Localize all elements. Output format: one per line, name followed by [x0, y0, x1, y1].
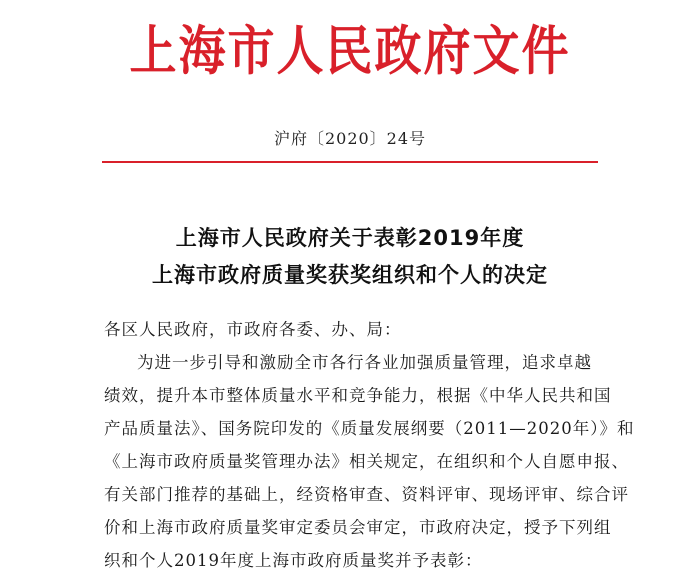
document-title-line-2: 上海市政府质量奖获奖组织和个人的决定 [152, 263, 548, 287]
body-line: 为进一步引导和激励全市各行各业加强质量管理，追求卓越 [137, 353, 592, 372]
body-line: 有关部门推荐的基础上，经资格审查、资料评审、现场评审、综合评 [104, 485, 629, 504]
body-line: 《上海市政府质量奖管理办法》相关规定，在组织和个人自愿申报、 [104, 452, 629, 471]
body-line: 价和上海市政府质量奖审定委员会审定，市政府决定，授予下列组 [104, 518, 612, 537]
document-number: 沪府〔2020〕24号 [273, 129, 427, 148]
document-title-line-1: 上海市人民政府关于表彰2019年度 [175, 226, 525, 250]
body-line: 产品质量法》、国务院印发的《质量发展纲要（2011—2020年）》和 [104, 419, 635, 438]
document-masthead: 上海市人民政府文件 [129, 20, 571, 83]
body-line: 绩效，提升本市整体质量水平和竞争能力，根据《中华人民共和国 [104, 386, 612, 405]
salutation: 各区人民政府，市政府各委、办、局： [104, 320, 402, 339]
body-line: 织和个人2019年度上海市政府质量奖并予表彰： [104, 551, 483, 570]
red-divider-line [102, 161, 598, 163]
